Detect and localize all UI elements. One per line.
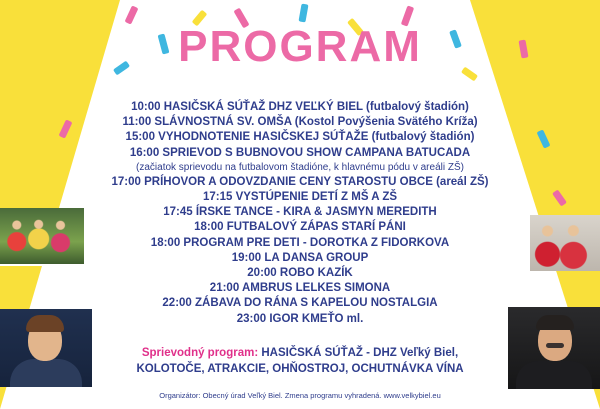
program-line: 11:00 SLÁVNOSTNÁ SV. OMŠA (Kostol Povýšenia Svätého Kríža) [122, 116, 478, 129]
program-line: 17:00 PRÍHOVOR A ODOVZDANIE CENY STAROSTU OBCE (areál ZŠ) [111, 175, 489, 188]
photo-red-dancers-heads [530, 223, 600, 239]
program-line: 19:00 LA DANSA GROUP [231, 251, 369, 264]
photo-folk-dancers-heads [0, 218, 84, 232]
program-line: 22:00 ZÁBAVA DO RÁNA S KAPELOU NOSTALGIA [162, 297, 438, 310]
photo-performer-left-hair [26, 315, 64, 332]
page-title: PROGRAM [178, 22, 422, 71]
program-line: 17:45 ÍRSKE TANCE - KIRA & JASMYN MEREDITH [163, 206, 437, 219]
photo-performer-right-moustache [546, 343, 564, 348]
accompanying-program-line-2: KOLOTOČE, ATRAKCIE, OHŇOSTROJ, OCHUTNÁVKA VÍNA [136, 363, 464, 375]
photo-red-dancers [528, 215, 600, 271]
confetti-piece [298, 4, 308, 23]
program-line: 18:00 FUTBALOVÝ ZÁPAS STARÍ PÁNI [194, 221, 406, 234]
accompanying-program-label: Sprievodný program: [141, 347, 259, 359]
program-note: (začiatok sprievodu na futbalovom štadióne, k hlavnému pódu v areáli ZŠ) [136, 161, 464, 173]
photo-performer-right-hair [536, 315, 574, 330]
program-line: 18:00 PROGRAM PRE DETI - DOROTKA Z FIDORKOVA [150, 236, 450, 249]
photo-folk-dancers [0, 208, 86, 266]
program-line: 16:00 SPRIEVOD S BUBNOVOU SHOW CAMPANA BATUCADA [129, 146, 471, 159]
accompanying-program-line1-rest: HASIČSKÁ SÚŤAŽ - DHZ Veľký Biel, [258, 347, 459, 359]
photo-performer-right-body [516, 361, 592, 389]
photo-performer-left-body [10, 359, 82, 387]
photo-performer-left [0, 309, 92, 387]
program-line: 23:00 IGOR KMEŤO ml. [236, 312, 364, 325]
program-line: 21:00 AMBRUS LELKES SIMONA [209, 282, 391, 295]
program-schedule-list [0, 100, 600, 327]
program-line: 15:00 VYHODNOTENIE HASIČSKEJ SÚŤAŽE (futbalový štadión) [125, 131, 475, 144]
program-line: 20:00 ROBO KAZÍK [247, 267, 353, 280]
program-line: 10:00 HASIČSKÁ SÚŤAŽ DHZ VEĽKÝ BIEL (futbalový štadión) [131, 101, 469, 113]
photo-performer-right [508, 307, 600, 389]
footer-note: Organizátor: Obecný úrad Veľký Biel. Zmena programu vyhradená. www.velkybiel.eu [159, 391, 441, 400]
program-line: 17:15 VYSTÚPENIE DETÍ Z MŠ A ZŠ [202, 191, 398, 204]
